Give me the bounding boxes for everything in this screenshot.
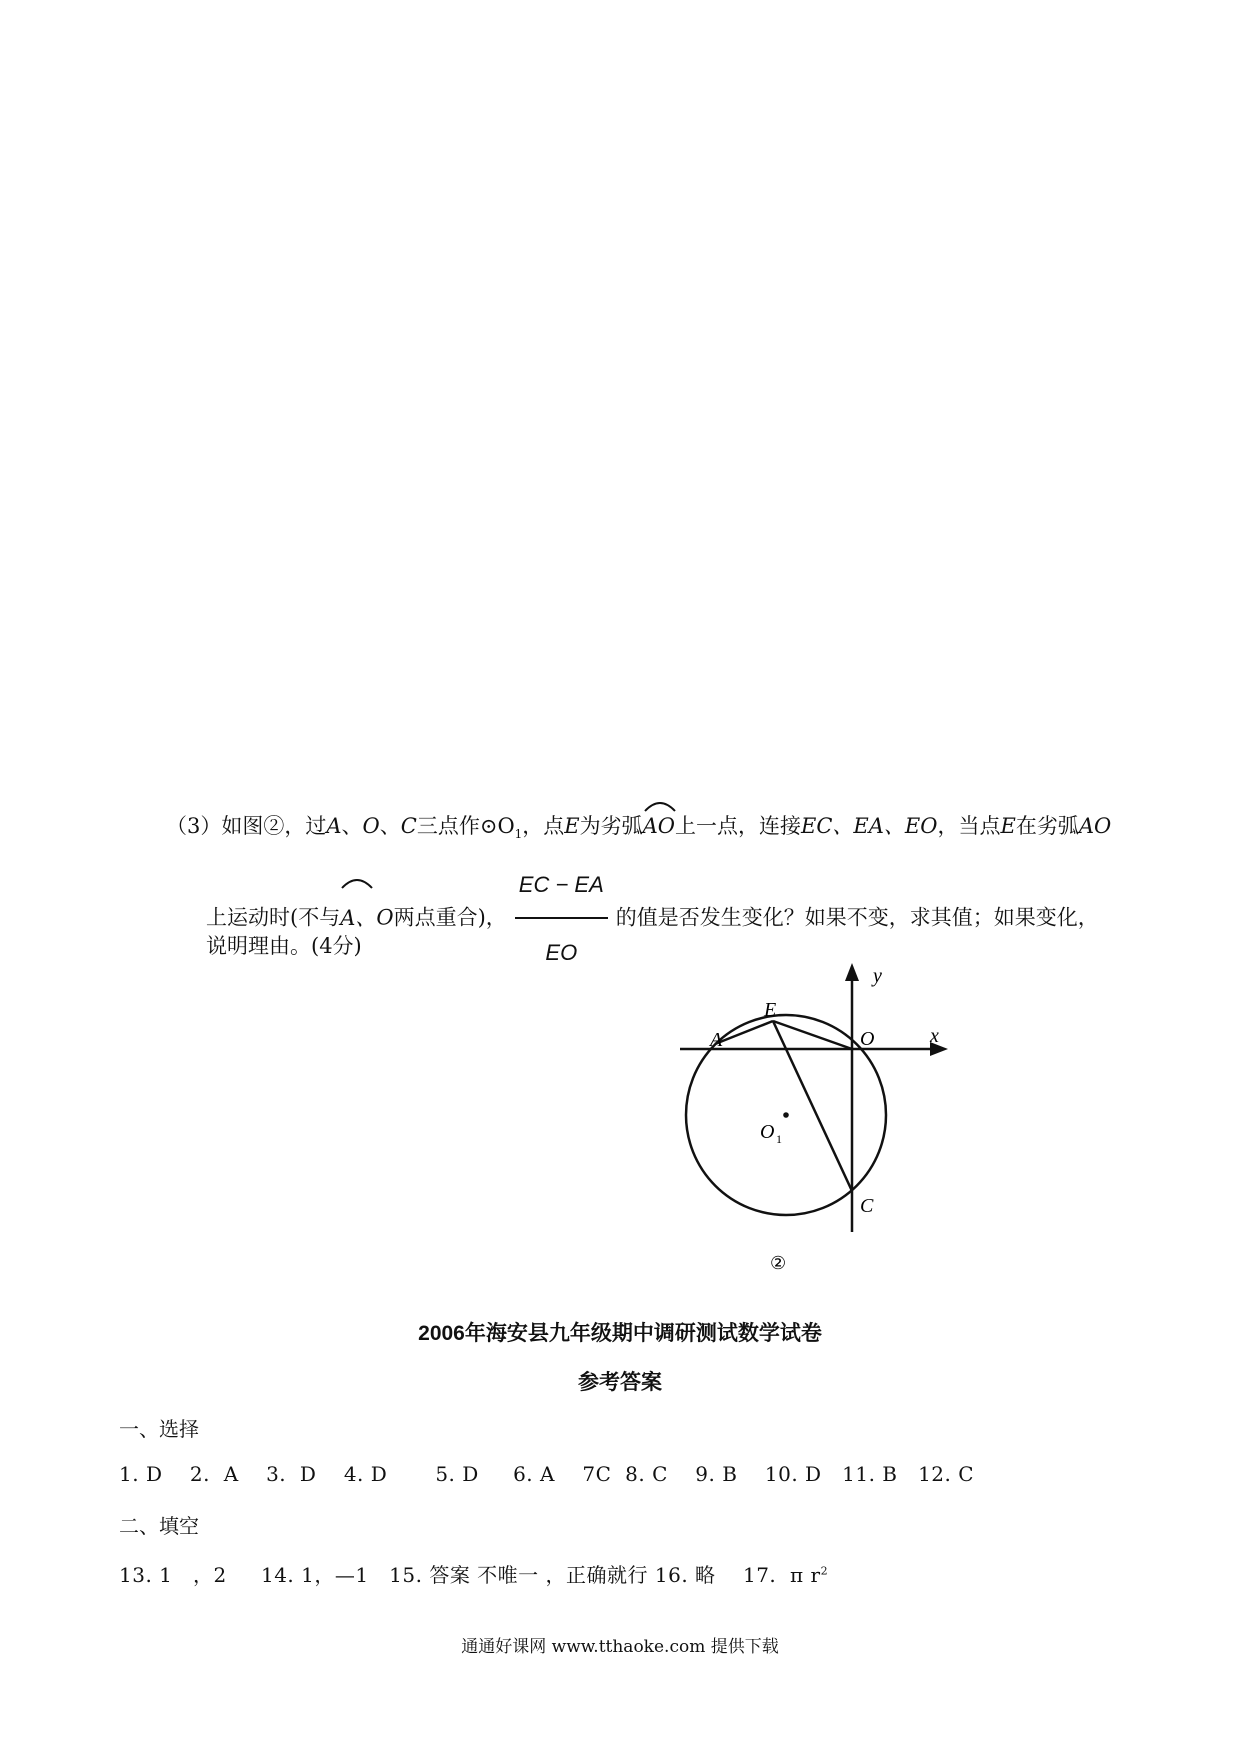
- answers-title: 2006年海安县九年级期中调研测试数学试卷: [418, 1322, 822, 1345]
- point-A: A: [326, 814, 342, 838]
- label-E: E: [764, 999, 777, 1021]
- label-O: O: [860, 1028, 875, 1050]
- q-text: 在劣弧: [1015, 814, 1079, 838]
- q-text: 的值是否发生变化？如果不变，求其值；如果变化，: [615, 905, 1099, 930]
- q-text: （3）如图②，过: [166, 814, 327, 838]
- arc-label: AO: [642, 814, 676, 838]
- figure-caption: ②: [770, 1253, 787, 1274]
- point-O: O: [362, 814, 380, 838]
- q-text: 两点重合)，: [393, 905, 507, 930]
- fill-answers-text: 13. 1 ，2 14. 1，—1 15. 答案 不唯一 ，正确就行 16. 略 17. π r: [119, 1563, 821, 1587]
- center-dot: [783, 1112, 789, 1118]
- section-fill-heading: 二、填空: [119, 1514, 199, 1538]
- arc-label: A、: [340, 905, 377, 930]
- point-E: E: [1000, 814, 1016, 838]
- geometry-figure: [660, 955, 960, 1285]
- question-line-3: 说明理由。(4分): [206, 934, 362, 958]
- question-line-1: [166, 811, 1111, 849]
- q-text: ，当点: [937, 814, 1001, 838]
- label-A: A: [710, 1029, 723, 1051]
- question-line-2: [206, 855, 1099, 983]
- subscript: 1: [514, 827, 523, 842]
- q-text: 三点作⊙O: [416, 814, 515, 838]
- q-text: 上一点，连接: [675, 814, 802, 838]
- label-O1-sub: 1: [776, 1132, 782, 1146]
- q-text: ，点: [522, 814, 565, 838]
- section-choice-heading: 一、选择: [119, 1417, 199, 1441]
- arc-icon: [643, 797, 677, 813]
- y-axis-arrow-icon: [845, 963, 859, 981]
- point-C: C: [400, 814, 417, 838]
- q-text: 为劣弧: [579, 814, 643, 838]
- label-x: x: [930, 1025, 939, 1047]
- choice-answers: 1. D 2. A 3. D 4. D 5. D 6. A 7C 8. C 9. B 10. D 11. B 12. C: [119, 1462, 975, 1486]
- superscript: 2: [820, 1564, 829, 1578]
- label-O1: O: [760, 1121, 775, 1143]
- fraction-numerator: EC − EA: [515, 855, 608, 919]
- fraction: [515, 855, 608, 983]
- arc-label: AO: [1078, 814, 1112, 838]
- segments: EC、EA、EO: [801, 814, 938, 838]
- fill-answers: [119, 1559, 828, 1588]
- chord-EC: [773, 1021, 852, 1191]
- answers-subtitle: 参考答案: [578, 1371, 662, 1394]
- point-O: O: [376, 905, 394, 930]
- label-y: y: [873, 965, 882, 987]
- fraction-denominator: EO: [545, 940, 578, 965]
- point-E: E: [564, 814, 580, 838]
- arc-icon: [340, 874, 374, 890]
- label-C: C: [860, 1195, 874, 1217]
- page-footer: 通通好课网 www.tthaoke.com 提供下载: [461, 1637, 779, 1657]
- q-text: 、: [341, 814, 363, 838]
- q-text: 上运动时(不与: [206, 905, 341, 930]
- q-text: 、: [379, 814, 401, 838]
- arc-AO: [643, 811, 675, 841]
